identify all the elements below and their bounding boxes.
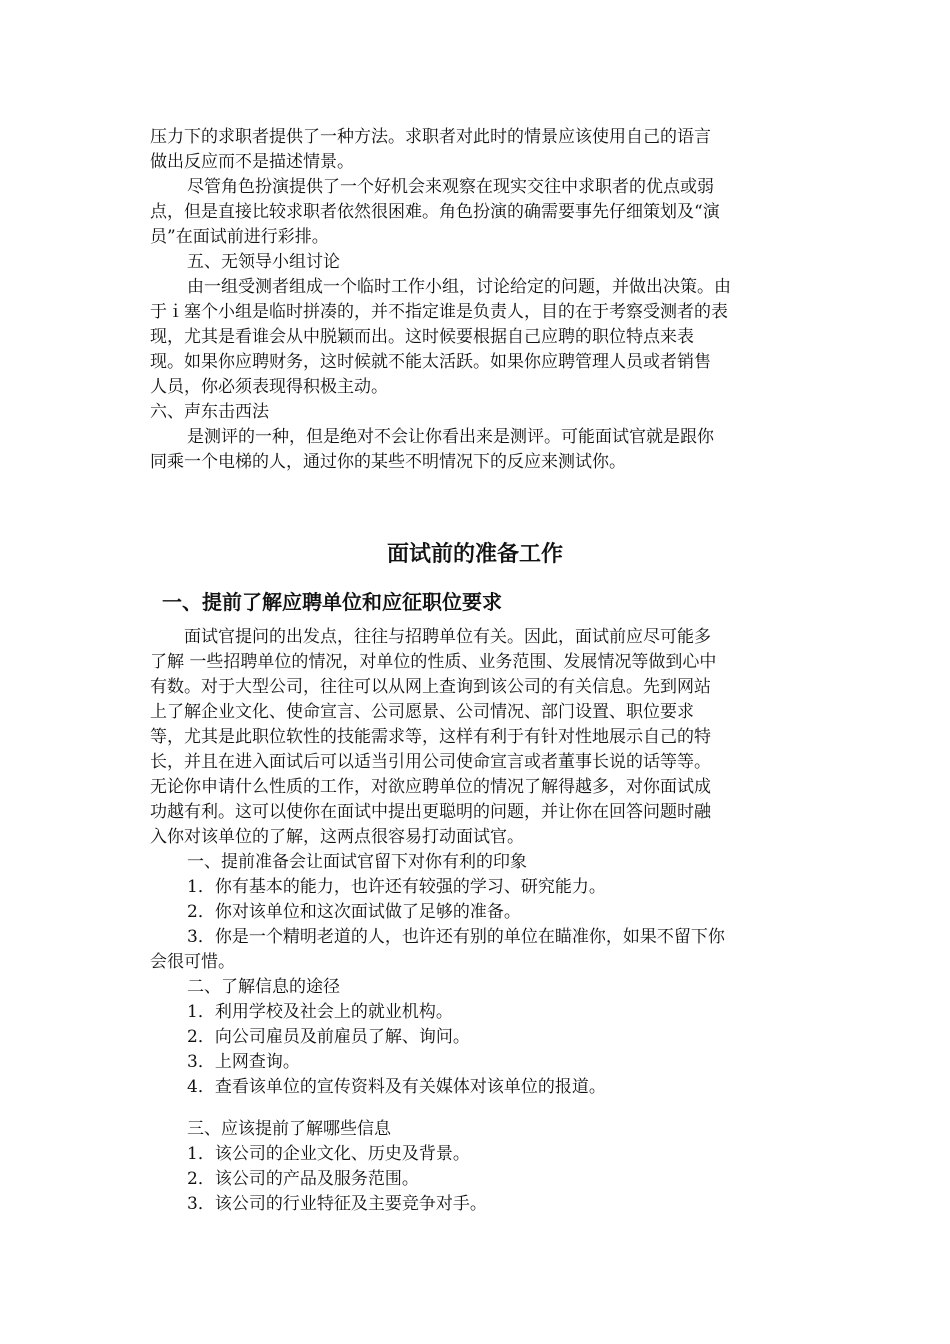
paragraph-line: 现。如果你应聘财务，这时候就不能太活跃。如果你应聘管理人员或者销售 [150,352,711,372]
paragraph-line: 同乘一个电梯的人，通过你的某些不明情况下的反应来测试你。 [150,452,626,472]
list-item: 3．上网查询。 [187,1052,300,1072]
paragraph-line: 是测评的一种，但是绝对不会让你看出来是测评。可能面试官就是跟你 [187,427,714,447]
list-item: 2．该公司的产品及服务范围。 [187,1169,419,1189]
list-item: 2．你对该单位和这次面试做了足够的准备。 [187,902,521,922]
list-item: 1．你有基本的能力，也许还有较强的学习、研究能力。 [187,877,606,897]
section-heading-six: 六、声东击西法 [150,402,269,422]
list-item: 4．查看该单位的宣传资料及有关媒体对该单位的报道。 [187,1077,606,1097]
paragraph-line: 长，并且在进入面试后可以适当引用公司使命宣言或者董事长说的话等等。 [150,752,711,772]
section-heading-five: 五、无领导小组讨论 [187,252,340,272]
list-heading: 三、应该提前了解哪些信息 [187,1119,391,1139]
paragraph-line: 等，尤其是此职位软性的技能需求等，这样有利于有针对性地展示自己的特 [150,727,711,747]
paragraph-line: 员”在面试前进行彩排。 [150,227,329,247]
paragraph-line: 有数。对于大型公司，往往可以从网上查询到该公司的有关信息。先到网站 [150,677,711,697]
paragraph-line: 于ｉ塞个小组是临时拼凑的，并不指定谁是负责人，目的在于考察受测者的表 [150,302,728,322]
paragraph-line: 功越有利。这可以使你在面试中提出更聪明的问题，并让你在回答问题时融 [150,802,711,822]
list-heading: 一、提前准备会让面试官留下对你有利的印象 [187,852,527,872]
subheading: 一、提前了解应聘单位和应征职位要求 [162,590,502,614]
list-item: 2．向公司雇员及前雇员了解、询问。 [187,1027,470,1047]
paragraph-line: 点，但是直接比较求职者依然很困难。角色扮演的确需要事先仔细策划及“演 [150,202,720,222]
list-item: 3．你是一个精明老道的人，也许还有别的单位在瞄准你，如果不留下你 [187,927,725,947]
paragraph-line: 无论你申请什么性质的工作，对欲应聘单位的情况了解得越多，对你面试成 [150,777,711,797]
page-title: 面试前的准备工作 [386,542,563,567]
paragraph-line: 上了解企业文化、使命宣言、公司愿景、公司情况、部门设置、职位要求 [150,702,694,722]
list-item: 1．该公司的企业文化、历史及背景。 [187,1144,470,1164]
list-item-continuation: 会很可惜。 [150,952,235,972]
paragraph-line: 由一组受测者组成一个临时工作小组，讨论给定的问题，并做出决策。由 [187,277,731,297]
list-item: 3．该公司的行业特征及主要竞争对手。 [187,1194,487,1214]
paragraph-line: 做出反应而不是描述情景。 [150,152,354,172]
paragraph-line: 现，尤其是看谁会从中脱颖而出。这时候要根据自己应聘的职位特点来表 [150,327,694,347]
paragraph-line: 入你对该单位的了解，这两点很容易打动面试官。 [150,827,524,847]
paragraph-line: 人员，你必须表现得积极主动。 [150,377,388,397]
paragraph-line: 压力下的求职者提供了一种方法。求职者对此时的情景应该使用自己的语言 [150,127,711,147]
paragraph-line: 面试官提问的出发点，往往与招聘单位有关。因此，面试前应尽可能多 [184,627,711,647]
list-heading: 二、了解信息的途径 [187,977,340,997]
paragraph-line: 了解 一些招聘单位的情况，对单位的性质、业务范围、发展情况等做到心中 [150,652,717,672]
paragraph-line: 尽管角色扮演提供了一个好机会来观察在现实交往中求职者的优点或弱 [187,177,714,197]
list-item: 1．利用学校及社会上的就业机构。 [187,1002,453,1022]
